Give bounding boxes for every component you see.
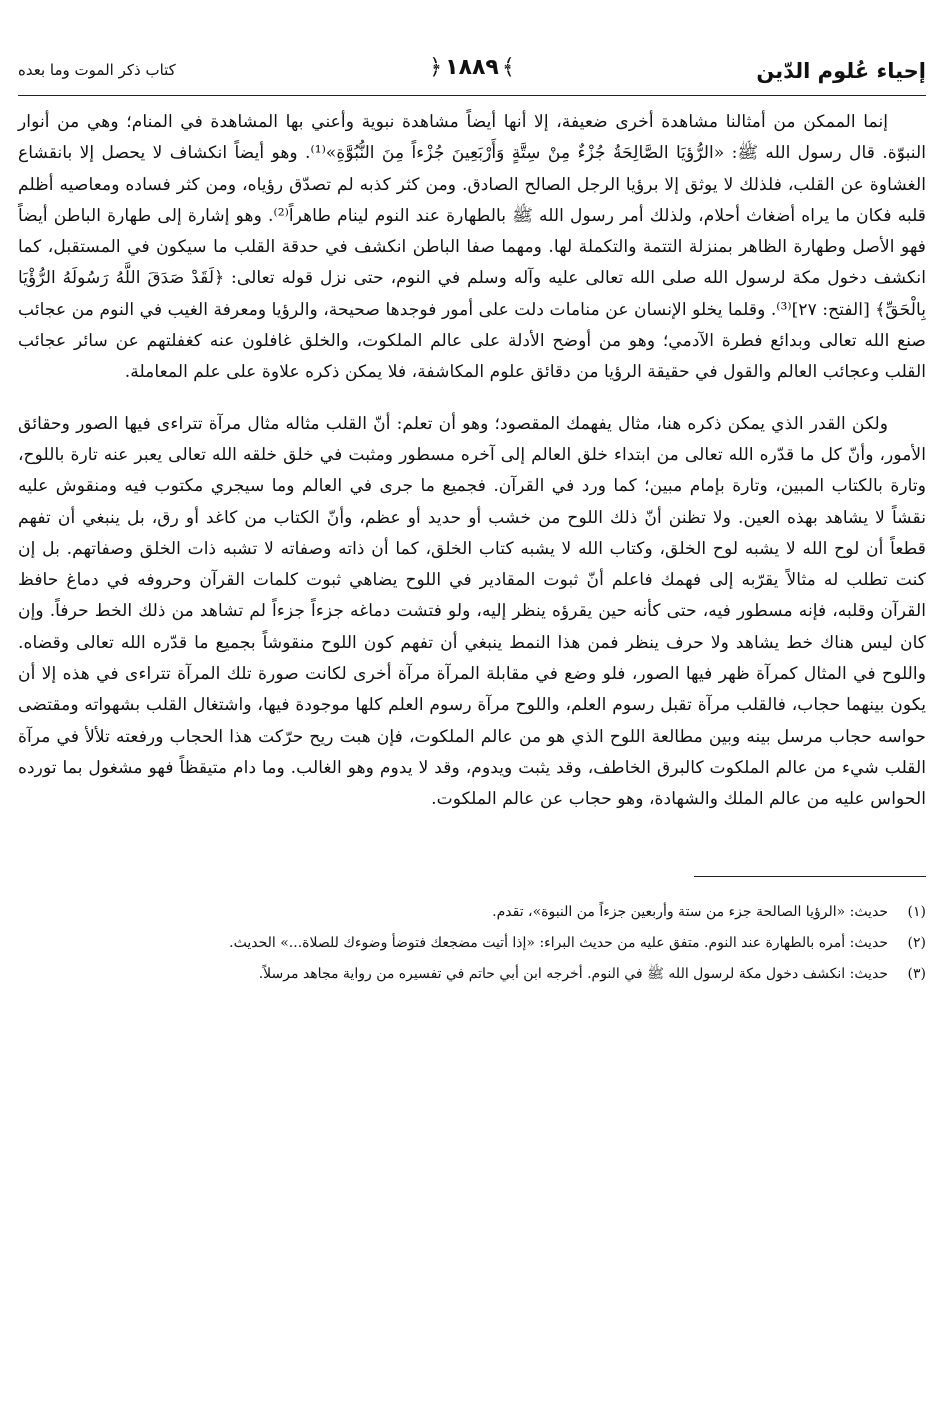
footnote-number: (٣) <box>907 965 926 982</box>
paragraph: ولكن القدر الذي يمكن ذكره هنا، مثال يفهمك المقصود؛ وهو أن تعلم: أنّ القلب مثاله مثال مرآة تتراءى فيها الصور وحقائق الأمور، وأنّ كل ما قدّره الله تعالى من ابتداء خلق العالم إلى آخره مسطور ومثبت في خلق خلقه الله تعالى يعبر عنه تارة باللوح، وتارة بالكتاب المبين، وتارة بإمام مبين؛ كما ورد في القرآن. فجميع ما جرى في العالم وما سيجري مكتوب فيه ومنقوش عليه نقشاً لا يشاهد بهذه العين. ولا تظنن أنّ ذلك اللوح من خشب أو حديد أو عظم، وأنّ الكتاب من كاغد أو رق، بل ينبغي أن تفهم قطعاً أن لوح الله لا يشبه لوح الخلق، وكتاب الله لا يشبه كتاب الخلق، كما أن ذاته وصفاته لا تشبه ذات الخلق وصفاتهم. بل إن كنت تطلب له مثالاً يقرّبه إلى فهمك فاعلم أنّ ثبوت المقادير في اللوح يضاهي ثبوت كلمات القرآن وحروفه في دماغ حافظ القرآن وقلبه، فإنه مسطور فيه، حتى كأنه حين يقرؤه ينظر إليه، ولو فتشت دماغه جزءاً جزءاً لم تشاهد من ذلك الخط حرفاً. وإن كان ليس هناك خط يشاهد ولا حرف ينظر فمن هذا النمط ينبغي أن تفهم كون اللوح منقوشاً بجميع ما قدّره الله تعالى وقضاه. واللوح في المثال كمرآة ظهر فيها الصور، فلو وضع في مقابلة المرآة مرآة أخرى لكانت صورة تلك المرآة تتراءى في هذه إلا أن يكون بينهما حجاب، فالقلب مرآة تقبل رسوم العلم، واللوح مرآة رسوم العلم كلها موجودة فيها، واشتغال القلب بشهواته ومقتضى حواسه حجاب مرسل بينه وبين مطالعة اللوح الذي هو من عالم الملكوت، فإن هبت ريح حرّكت هذا الحجاب ورفعته تلألأ في مرآة القلب شيء من عالم الملكوت كالبرق الخاطف، وقد يثبت ويدوم، وقد لا يدوم وهو الغالب. وما دام متيقظاً فهو مشغول بما تورده الحواس عليه من عالم الملك والشهادة، وهو حجاب عن عالم الملكوت. <box>18 413 926 810</box>
footnote-item <box>18 930 926 957</box>
chapter-title: كتاب ذكر الموت وما بعده <box>18 61 176 79</box>
main-text <box>18 107 926 816</box>
ornament-right-icon: ﴿ <box>429 55 443 80</box>
page-number: ١٨٨٩ <box>445 55 499 80</box>
ornament-left-icon: ﴾ <box>501 55 515 80</box>
footnote-item <box>18 961 926 988</box>
footnote-text: حديث: أمره بالطهارة عند النوم. متفق عليه من حديث البراء: «إذا أتيت مضجعك فتوضأ وضوءك للصلاة...» الحديث. <box>229 934 888 951</box>
footnote-item <box>18 899 926 926</box>
footnote-text: حديث: «الرؤيا الصالحة جزء من ستة وأربعين جزءاً من النبوة»، تقدم. <box>492 903 888 920</box>
footnote-divider <box>694 876 926 877</box>
page-number-block <box>426 55 518 80</box>
running-header <box>18 55 926 95</box>
book-page <box>18 55 926 992</box>
footnote-text: حديث: انكشف دخول مكة لرسول الله ﷺ في النوم. أخرجه ابن أبي حاتم في تفسيره من رواية مجاهد مرسلاً. <box>258 965 888 982</box>
footnotes <box>18 899 926 988</box>
footnote-number: (٢) <box>907 934 926 951</box>
footnote-number: (١) <box>907 903 926 920</box>
paragraph: إنما الممكن من أمثالنا مشاهدة أخرى ضعيفة، إلا أنها أيضاً مشاهدة نبوية وأعني بها المشاهدة في المنام؛ وهي من أنوار النبوّة. قال رسول الله ﷺ: «الرُّؤيَا الصَّالِحَةُ جُزْءٌ مِنْ سِتَّةٍ وَأَرْبَعِينَ جُزْءاً مِنَ النُّبُوَّةِ»⁽¹⁾. وهو أيضاً انكشاف لا يحصل إلا بانقشاع الغشاوة عن القلب، فلذلك لا يوثق إلا برؤيا الرجل الصالح الصادق. ومن كثر كذبه لم تصدّق رؤياه، ومن كثر فساده ومعاصيه أظلم قلبه فكان ما يراه أضغاث أحلام، ولذلك أمر رسول الله ﷺ بالطهارة عند النوم لينام طاهراً⁽²⁾. وهو إشارة إلى طهارة الباطن أيضاً فهو الأصل وطهارة الظاهر بمنزلة التتمة والتكملة لها. ومهما صفا الباطن انكشف في حدقة القلب ما سيكون في المستقبل، كما انكشف دخول مكة لرسول الله صلى الله تعالى عليه وآله وسلم في النوم، حتى نزل قوله تعالى: ﴿لَقَدْ صَدَقَ اللَّهُ رَسُولَهُ الرُّؤْيَا بِالْحَقِّ﴾ [الفتح: ٢٧]⁽³⁾. وقلما يخلو الإنسان عن منامات دلت على أمور فوجدها صحيحة، والرؤيا ومعرفة الغيب في النوم من عجائب صنع الله تعالى وبدائع فطرة الآدمي؛ وهو من أوضح الأدلة على عالم الملكوت، والخلق غافلون عنه كغفلتهم عن سائر عجائب القلب وعجائب العالم والقول في حقيقة الرؤيا من دقائق علوم المكاشفة، فلا يمكن ذكره علاوة على علم المعاملة. <box>18 112 926 383</box>
header-divider <box>18 95 926 96</box>
book-title: إحياء عُلوم الدّين <box>756 59 926 83</box>
